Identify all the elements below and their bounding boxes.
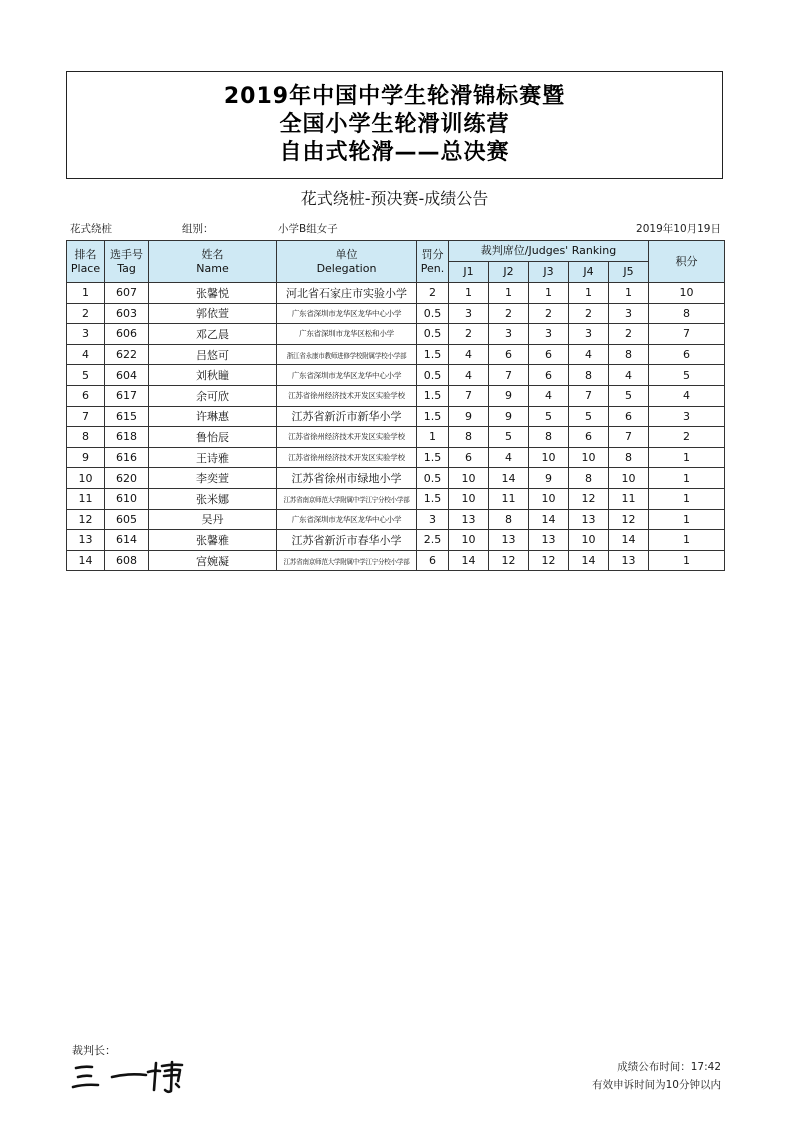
- cell-j2: 3: [489, 324, 529, 345]
- cell-j1: 10: [449, 488, 489, 509]
- cell-score: 2: [649, 427, 725, 448]
- header-place-en: Place: [70, 261, 101, 275]
- table-row: [67, 365, 725, 386]
- header-j4: J4: [569, 262, 609, 283]
- cell-unit: 江苏省南京师范大学附属中学江宁分校小学部: [277, 550, 417, 571]
- cell-name: 张馨雅: [149, 530, 277, 551]
- cell-name: 鲁怡辰: [149, 427, 277, 448]
- table-row: [67, 283, 725, 304]
- cell-tag: 605: [105, 509, 149, 530]
- cell-j5: 6: [609, 406, 649, 427]
- header-tag-cn: 选手号: [110, 247, 143, 261]
- cell-score: 1: [649, 447, 725, 468]
- meta-group-label: 组别：: [182, 223, 214, 235]
- header-tag-en: Tag: [117, 261, 136, 275]
- cell-name: 许琳惠: [149, 406, 277, 427]
- cell-score: 10: [649, 283, 725, 304]
- cell-unit: 江苏省徐州市绿地小学: [277, 468, 417, 489]
- meta-event: 花式绕桩: [70, 223, 112, 235]
- cell-j1: 6: [449, 447, 489, 468]
- cell-j2: 12: [489, 550, 529, 571]
- cell-j1: 14: [449, 550, 489, 571]
- cell-j3: 12: [529, 550, 569, 571]
- cell-pen: 0.5: [417, 324, 449, 345]
- cell-name: 宫婉凝: [149, 550, 277, 571]
- cell-pen: 1: [417, 427, 449, 448]
- cell-tag: 616: [105, 447, 149, 468]
- cell-j3: 10: [529, 447, 569, 468]
- cell-pen: 1.5: [417, 406, 449, 427]
- cell-j4: 3: [569, 324, 609, 345]
- cell-j1: 3: [449, 303, 489, 324]
- cell-tag: 614: [105, 530, 149, 551]
- cell-place: 9: [67, 447, 105, 468]
- table-row: [67, 324, 725, 345]
- cell-name: 吕悠可: [149, 344, 277, 365]
- cell-place: 8: [67, 427, 105, 448]
- cell-j2: 13: [489, 530, 529, 551]
- results-table: [66, 240, 725, 571]
- cell-place: 1: [67, 283, 105, 304]
- header-pen-cn: 罚分: [421, 247, 444, 261]
- cell-unit: 江苏省新沂市春华小学: [277, 530, 417, 551]
- signature-handwriting: [68, 1056, 188, 1096]
- cell-place: 10: [67, 468, 105, 489]
- cell-j4: 13: [569, 509, 609, 530]
- cell-j3: 13: [529, 530, 569, 551]
- publish-time: 成绩公布时间：17:42: [617, 1061, 721, 1073]
- header-place: [67, 241, 105, 283]
- cell-pen: 6: [417, 550, 449, 571]
- cell-score: 1: [649, 488, 725, 509]
- cell-j3: 1: [529, 283, 569, 304]
- cell-score: 4: [649, 385, 725, 406]
- cell-tag: 607: [105, 283, 149, 304]
- cell-unit: 江苏省南京师范大学附属中学江宁分校小学部: [277, 488, 417, 509]
- cell-j4: 6: [569, 427, 609, 448]
- cell-name: 余可欣: [149, 385, 277, 406]
- table-row: [67, 344, 725, 365]
- title-line-1: 2019年中国中学生轮滑锦标赛暨: [223, 84, 566, 109]
- cell-pen: 0.5: [417, 468, 449, 489]
- cell-j3: 8: [529, 427, 569, 448]
- cell-unit: 广东省深圳市龙华区龙华中心小学: [277, 509, 417, 530]
- cell-name: 邓乙晨: [149, 324, 277, 345]
- cell-tag: 610: [105, 488, 149, 509]
- header-j1: J1: [449, 262, 489, 283]
- cell-unit: 江苏省徐州经济技术开发区实验学校: [277, 447, 417, 468]
- cell-score: 7: [649, 324, 725, 345]
- cell-j5: 2: [609, 324, 649, 345]
- cell-j5: 1: [609, 283, 649, 304]
- cell-j2: 7: [489, 365, 529, 386]
- table-row: [67, 427, 725, 448]
- cell-pen: 3: [417, 509, 449, 530]
- cell-j4: 8: [569, 468, 609, 489]
- table-row: [67, 406, 725, 427]
- cell-tag: 620: [105, 468, 149, 489]
- cell-j1: 4: [449, 344, 489, 365]
- table-row: [67, 550, 725, 571]
- cell-pen: 1.5: [417, 385, 449, 406]
- cell-pen: 1.5: [417, 488, 449, 509]
- cell-tag: 617: [105, 385, 149, 406]
- cell-pen: 1.5: [417, 344, 449, 365]
- table-row: [67, 385, 725, 406]
- header-judges: 裁判席位/Judges' Ranking: [449, 241, 649, 262]
- cell-name: 吴丹: [149, 509, 277, 530]
- cell-place: 3: [67, 324, 105, 345]
- cell-pen: 1.5: [417, 447, 449, 468]
- cell-name: 李奕萱: [149, 468, 277, 489]
- cell-score: 1: [649, 509, 725, 530]
- cell-score: 1: [649, 530, 725, 551]
- cell-place: 5: [67, 365, 105, 386]
- cell-j5: 4: [609, 365, 649, 386]
- cell-j4: 12: [569, 488, 609, 509]
- cell-score: 6: [649, 344, 725, 365]
- meta-date: 2019年10月19日: [636, 223, 721, 235]
- cell-j1: 1: [449, 283, 489, 304]
- cell-j3: 2: [529, 303, 569, 324]
- meta-group-value: 小学B组女子: [278, 223, 338, 235]
- cell-j1: 7: [449, 385, 489, 406]
- table-row: [67, 468, 725, 489]
- cell-j5: 7: [609, 427, 649, 448]
- cell-name: 张馨悦: [149, 283, 277, 304]
- header-name: [149, 241, 277, 283]
- table-row: [67, 303, 725, 324]
- header-score: 积分: [649, 241, 725, 283]
- cell-score: 8: [649, 303, 725, 324]
- cell-place: 12: [67, 509, 105, 530]
- cell-pen: 0.5: [417, 365, 449, 386]
- cell-j5: 14: [609, 530, 649, 551]
- cell-pen: 2.5: [417, 530, 449, 551]
- cell-j4: 7: [569, 385, 609, 406]
- cell-unit: 浙江省永康市教师进修学校附属学校小学部: [277, 344, 417, 365]
- title-box: [66, 71, 723, 179]
- cell-j3: 5: [529, 406, 569, 427]
- appeal-note: 有效申诉时间为10分钟以内: [592, 1079, 721, 1091]
- cell-j4: 10: [569, 447, 609, 468]
- cell-j1: 10: [449, 468, 489, 489]
- cell-name: 王诗雅: [149, 447, 277, 468]
- cell-j2: 6: [489, 344, 529, 365]
- title-line-2: 全国小学生轮滑训练营: [279, 112, 510, 137]
- cell-name: 郭依萱: [149, 303, 277, 324]
- cell-j2: 11: [489, 488, 529, 509]
- cell-j1: 13: [449, 509, 489, 530]
- cell-tag: 608: [105, 550, 149, 571]
- cell-place: 2: [67, 303, 105, 324]
- results-body: [67, 283, 725, 571]
- cell-j2: 9: [489, 385, 529, 406]
- cell-j2: 4: [489, 447, 529, 468]
- header-unit: [277, 241, 417, 283]
- cell-j1: 8: [449, 427, 489, 448]
- header-pen: [417, 241, 449, 283]
- cell-j2: 14: [489, 468, 529, 489]
- cell-tag: 618: [105, 427, 149, 448]
- cell-tag: 606: [105, 324, 149, 345]
- header-tag: [105, 241, 149, 283]
- cell-j5: 13: [609, 550, 649, 571]
- cell-unit: 河北省石家庄市实验小学: [277, 283, 417, 304]
- signature: [68, 1056, 188, 1100]
- cell-place: 13: [67, 530, 105, 551]
- cell-j2: 2: [489, 303, 529, 324]
- cell-unit: 广东省深圳市龙华区龙华中心小学: [277, 365, 417, 386]
- cell-j1: 2: [449, 324, 489, 345]
- cell-unit: 江苏省徐州经济技术开发区实验学校: [277, 427, 417, 448]
- cell-tag: 615: [105, 406, 149, 427]
- cell-unit: 广东省深圳市龙华区松和小学: [277, 324, 417, 345]
- results-subtitle: 花式绕桩-预决赛-成绩公告: [300, 189, 489, 208]
- cell-j3: 10: [529, 488, 569, 509]
- cell-pen: 0.5: [417, 303, 449, 324]
- cell-score: 5: [649, 365, 725, 386]
- cell-place: 11: [67, 488, 105, 509]
- table-row: [67, 530, 725, 551]
- header-j3: J3: [529, 262, 569, 283]
- header-pen-en: Pen.: [420, 261, 445, 275]
- cell-j3: 3: [529, 324, 569, 345]
- cell-place: 4: [67, 344, 105, 365]
- table-row: [67, 488, 725, 509]
- cell-j5: 3: [609, 303, 649, 324]
- cell-place: 6: [67, 385, 105, 406]
- cell-j4: 1: [569, 283, 609, 304]
- cell-tag: 622: [105, 344, 149, 365]
- header-unit-cn: 单位: [335, 247, 358, 261]
- cell-j5: 8: [609, 344, 649, 365]
- cell-j5: 10: [609, 468, 649, 489]
- cell-unit: 广东省深圳市龙华区龙华中心小学: [277, 303, 417, 324]
- cell-j3: 6: [529, 344, 569, 365]
- cell-score: 3: [649, 406, 725, 427]
- cell-j4: 14: [569, 550, 609, 571]
- header-unit-en: Delegation: [316, 261, 377, 275]
- cell-j1: 9: [449, 406, 489, 427]
- cell-score: 1: [649, 468, 725, 489]
- header-place-cn: 排名: [74, 247, 97, 261]
- cell-name: 刘秋瞳: [149, 365, 277, 386]
- header-j5: J5: [609, 262, 649, 283]
- header-name-en: Name: [196, 261, 229, 275]
- cell-j4: 8: [569, 365, 609, 386]
- cell-j2: 5: [489, 427, 529, 448]
- cell-name: 张米娜: [149, 488, 277, 509]
- cell-j3: 6: [529, 365, 569, 386]
- cell-j2: 8: [489, 509, 529, 530]
- title-line-3: 自由式轮滑——总决赛: [279, 140, 510, 165]
- cell-j5: 12: [609, 509, 649, 530]
- header-j2: J2: [489, 262, 529, 283]
- cell-j4: 10: [569, 530, 609, 551]
- cell-unit: 江苏省新沂市新华小学: [277, 406, 417, 427]
- table-row: [67, 447, 725, 468]
- cell-j3: 4: [529, 385, 569, 406]
- cell-j3: 14: [529, 509, 569, 530]
- cell-j3: 9: [529, 468, 569, 489]
- referee-label: 裁判长：: [72, 1044, 116, 1057]
- cell-score: 1: [649, 550, 725, 571]
- cell-unit: 江苏省徐州经济技术开发区实验学校: [277, 385, 417, 406]
- cell-j2: 9: [489, 406, 529, 427]
- cell-j1: 10: [449, 530, 489, 551]
- cell-place: 7: [67, 406, 105, 427]
- cell-place: 14: [67, 550, 105, 571]
- cell-j5: 5: [609, 385, 649, 406]
- cell-j4: 5: [569, 406, 609, 427]
- cell-j4: 4: [569, 344, 609, 365]
- cell-tag: 603: [105, 303, 149, 324]
- cell-j2: 1: [489, 283, 529, 304]
- cell-tag: 604: [105, 365, 149, 386]
- header-name-cn: 姓名: [201, 247, 224, 261]
- cell-j5: 8: [609, 447, 649, 468]
- cell-j4: 2: [569, 303, 609, 324]
- cell-j1: 4: [449, 365, 489, 386]
- table-row: [67, 509, 725, 530]
- cell-j5: 11: [609, 488, 649, 509]
- cell-pen: 2: [417, 283, 449, 304]
